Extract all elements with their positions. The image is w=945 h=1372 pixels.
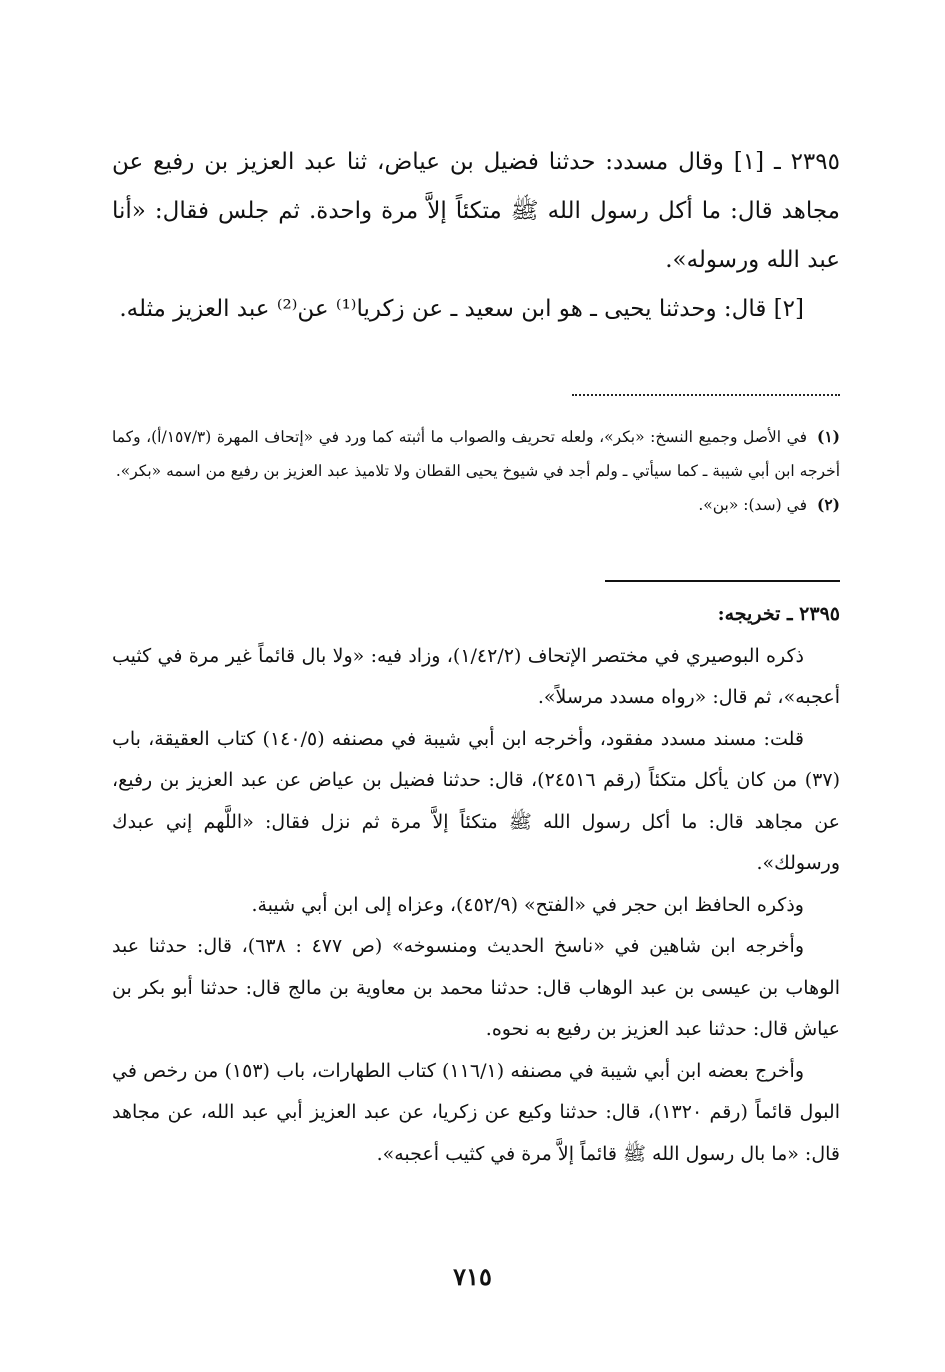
- footnotes: [112, 420, 840, 522]
- takhrij-heading: ٢٣٩٥ ـ تخريجه:: [717, 603, 840, 625]
- hadith-narration-2: [٢] قال: وحدثنا يحيى ـ هو ابن سعيد ـ عن زكريا⁽¹⁾ عن⁽²⁾ عبد العزيز مثله.: [119, 296, 804, 322]
- takhrij-section: [112, 594, 840, 1175]
- takhrij-paragraph: ذكره البوصيري في مختصر الإتحاف (١/٤٢/٢)، وزاد فيه: «ولا بال قائماً غير مرة في كثيب أعجبه»، ثم قال: «رواه مسدد مرسلاً».: [112, 644, 840, 708]
- section-divider: [605, 580, 840, 582]
- footnote-number: (٢): [816, 495, 840, 514]
- hadith-narration-1: ٢٣٩٥ ـ [١] وقال مسدد: حدثنا فضيل بن عياض، ثنا عبد العزيز بن رفيع عن مجاهد قال: ما أكل رسول الله ﷺ متكئاً إلاَّ مرة واحدة. ثم جلس فقال: «أنا عبد الله ورسوله».: [112, 149, 840, 273]
- footnote-text: في الأصل وجميع النسخ: «بكر»، ولعله تحريف والصواب ما أثبته كما ورد في «إتحاف المهرة (١٥٧/٣/أ)، وكما أخرجه ابن أبي شيبة ـ كما سيأتي ـ ولم أجد في شيوخ يحيى القطان ولا تلاميذ عبد العزيز بن رفيع من اسمه «بكر».: [112, 428, 840, 480]
- footnote-2: [112, 488, 840, 522]
- footnote-text: في (سد): «بن».: [698, 496, 807, 514]
- takhrij-paragraph: وأخرجه ابن شاهين في «ناسخ الحديث ومنسوخه» (ص ٤٧٧ : ٦٣٨)، قال: حدثنا عبد الوهاب بن عيسى بن عبد الوهاب قال: حدثنا محمد بن معاوية بن مالج قال: حدثنا أبو بكر بن عياش قال: حدثنا عبد العزيز بن رفيع به نحوه.: [112, 935, 840, 1040]
- takhrij-paragraph: قلت: مسند مسدد مفقود، وأخرجه ابن أبي شيبة في مصنفه (١٤٠/٥) كتاب العقيقة، باب (٣٧) من كان يأكل متكئاً (رقم ٢٤٥١٦)، قال: حدثنا فضيل بن عياض عن عبد العزيز بن رفيع، عن مجاهد قال: ما أكل رسول الله ﷺ متكئاً إلاَّ مرة ثم نزل فقال: «اللَّهم إني عبدك ورسولك».: [112, 727, 840, 874]
- takhrij-paragraph: وأخرج بعضه ابن أبي شيبة في مصنفه (١١٦/١) كتاب الطهارات، باب (١٥٣) من رخص في البول قائماً (رقم ١٣٢٠)، قال: حدثنا وكيع عن زكريا، عن عبد العزيز أبي عبد الله، عن مجاهد قال: «ما بال رسول الله ﷺ قائماً إلاَّ مرة في كثيب أعجبه».: [112, 1059, 840, 1165]
- footnote-separator: [572, 394, 840, 396]
- footnote-1: [112, 420, 840, 488]
- takhrij-paragraph: وذكره الحافظ ابن حجر في «الفتح» (٤٥٢/٩)، وعزاه إلى ابن أبي شيبة.: [251, 893, 804, 916]
- hadith-text: [112, 138, 840, 334]
- page-number: ٧١٥: [453, 1262, 492, 1291]
- footnote-number: (١): [817, 427, 841, 446]
